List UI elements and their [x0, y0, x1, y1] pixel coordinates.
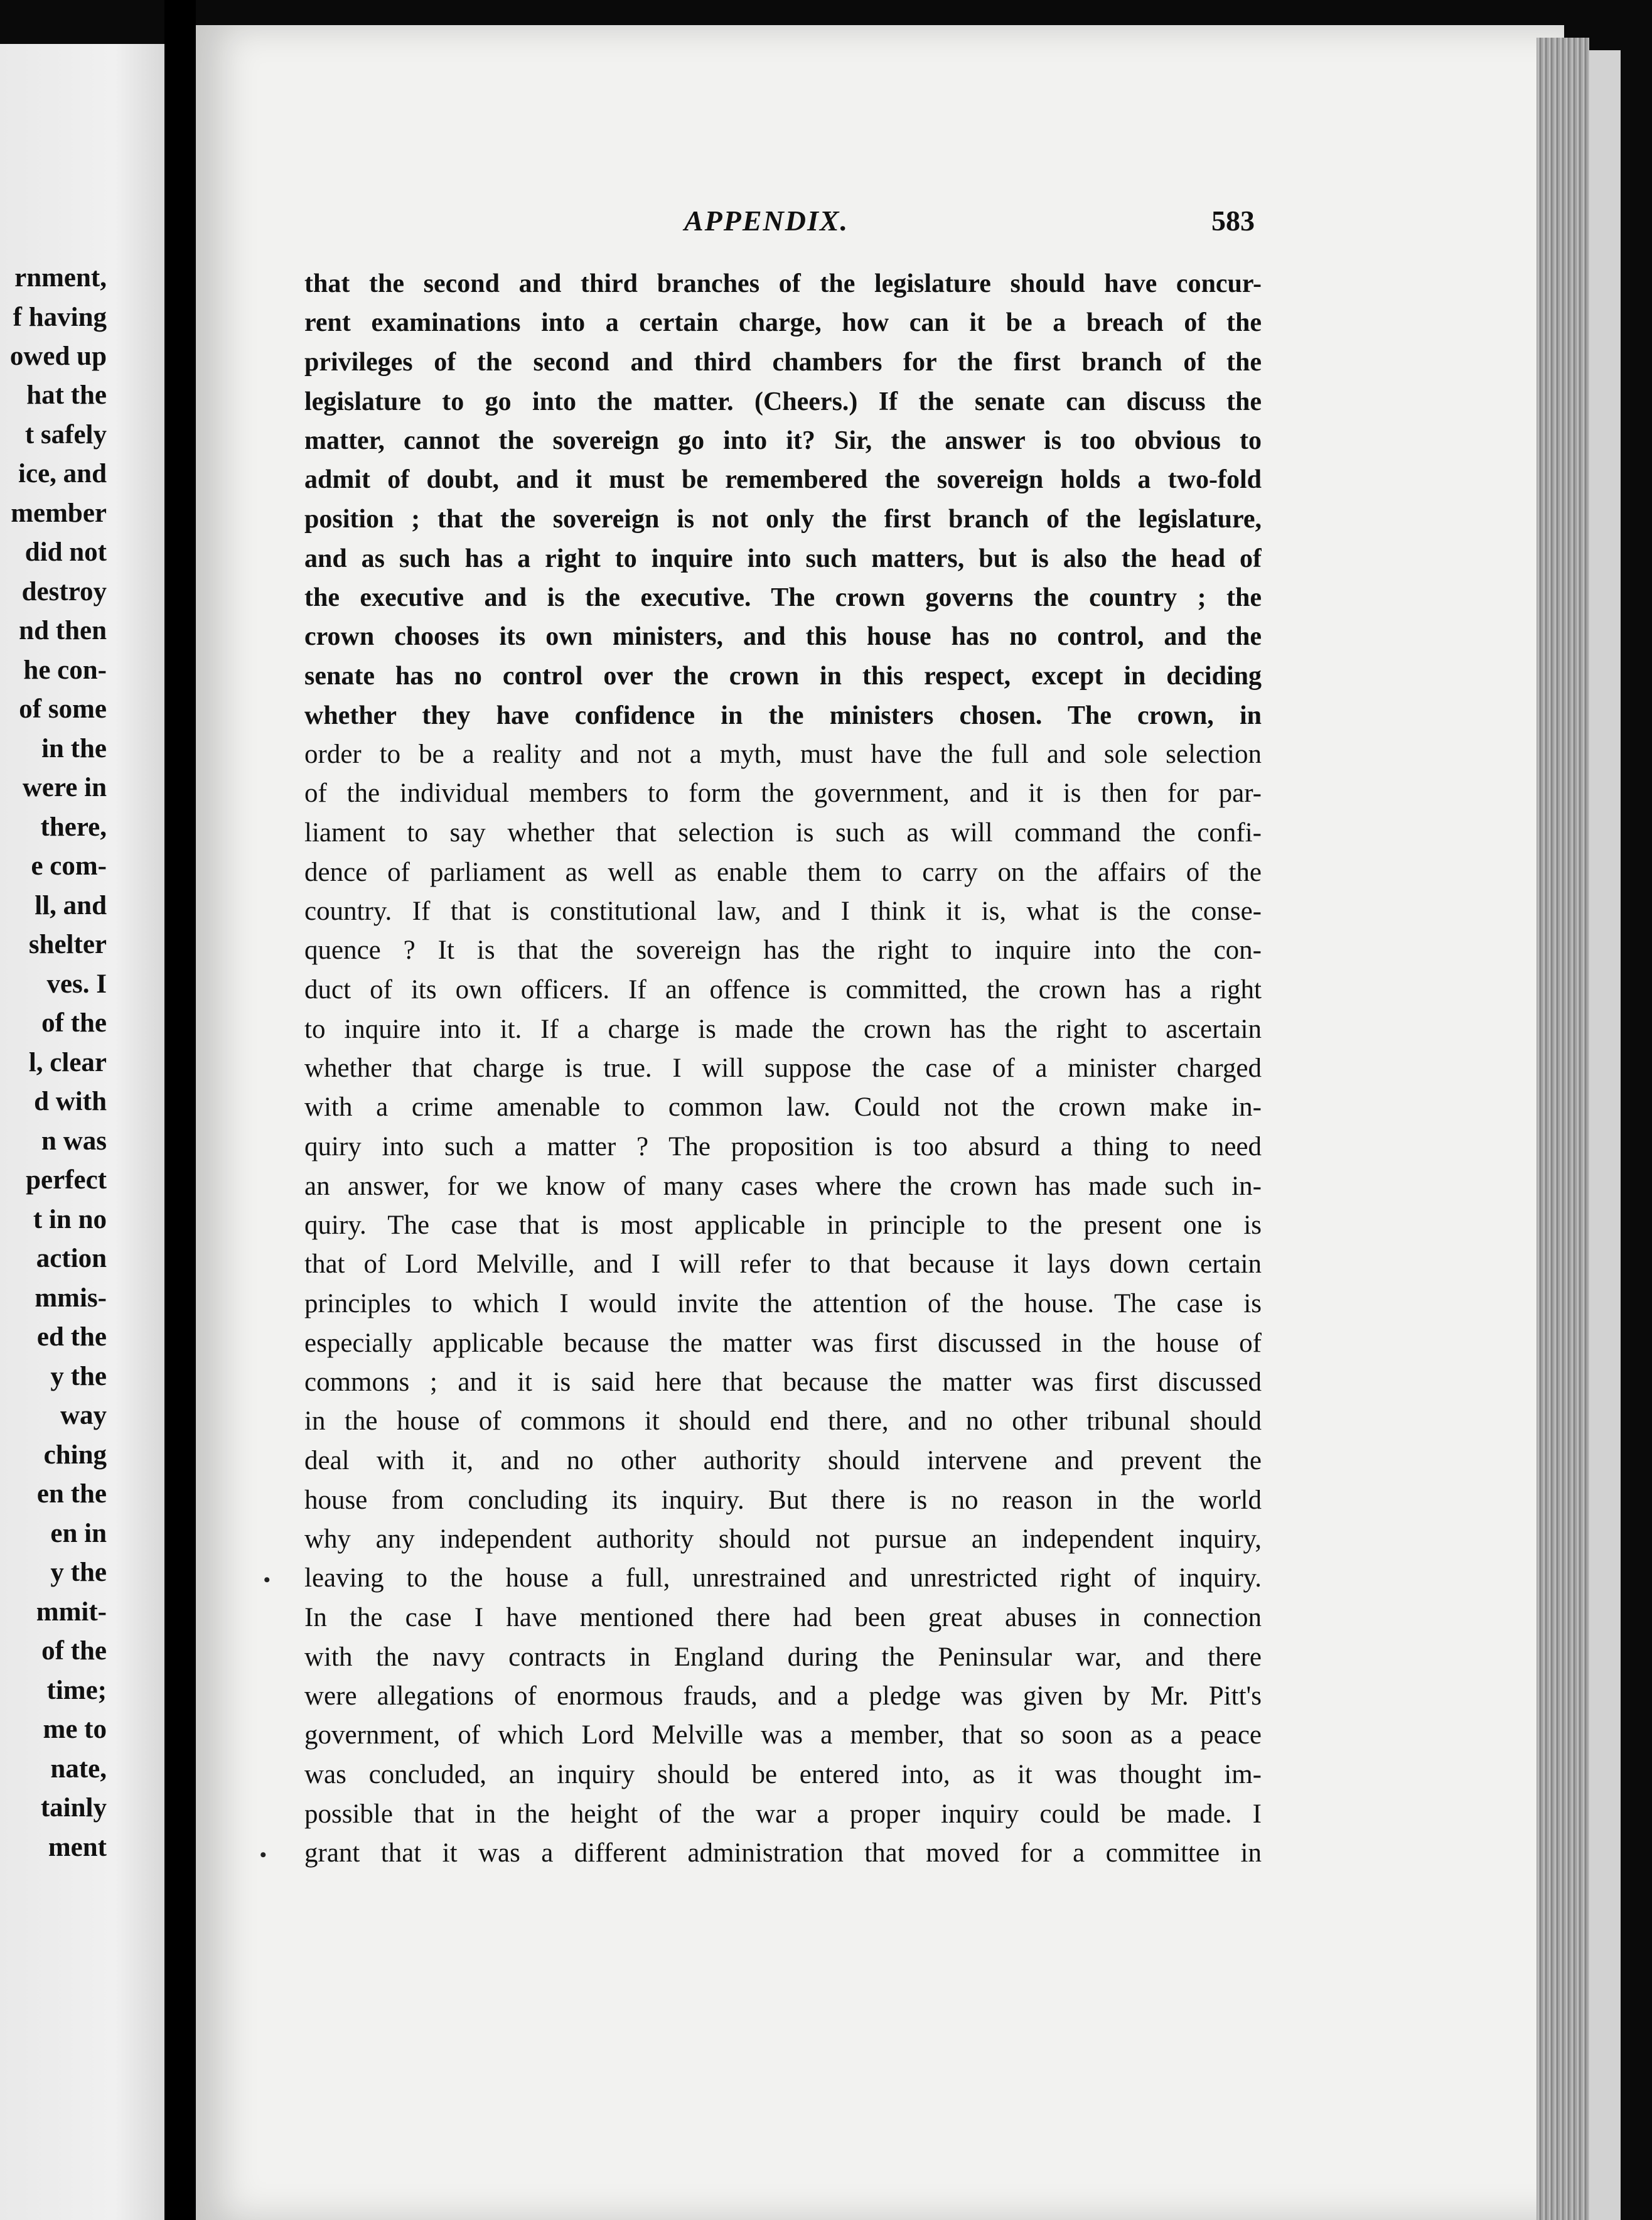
text-line: commons ; and it is said here that because the matter was first discussed — [304, 1367, 1262, 1397]
left-page-fragment: n was — [41, 1126, 107, 1156]
text-line: whether that charge is true. I will suppose the case of a minister charged — [304, 1053, 1262, 1083]
stacked-page-edges — [1537, 38, 1589, 2220]
text-line: why any independent authority should not pursue an independent inquiry, — [304, 1524, 1262, 1554]
margin-speck: • — [260, 1845, 267, 1865]
text-line: government, of which Lord Melville was a member, that so soon as a peace — [304, 1720, 1262, 1750]
left-page-fragment: destroy — [21, 577, 107, 606]
text-line: country. If that is constitutional law, and I think it is, what is the conse- — [304, 897, 1262, 926]
text-line: order to be a reality and not a myth, must have the full and sole selection — [304, 740, 1262, 769]
left-page-fragment: y the — [50, 1558, 107, 1587]
left-page-fragment: d with — [34, 1087, 107, 1116]
book-gutter — [164, 0, 196, 2220]
left-page-fragment: mmis- — [35, 1283, 107, 1313]
next-page-sliver — [1589, 50, 1621, 2220]
text-line: with a crime amenable to common law. Could not the crown make in- — [304, 1092, 1262, 1122]
text-line: leaving to the house a full, unrestrained and unrestricted right of inquiry. — [304, 1563, 1262, 1593]
running-head: APPENDIX. — [684, 205, 849, 237]
text-line: principles to which I would invite the attention of the house. The case is — [304, 1289, 1262, 1318]
left-page-fragment: way — [60, 1401, 107, 1430]
left-page-fragment: nd then — [19, 616, 107, 645]
left-page-fragment: f having — [13, 303, 107, 332]
left-page-fragment: of some — [19, 694, 107, 724]
text-line: that the second and third branches of the legislature should have concur- — [304, 269, 1262, 298]
text-line: admit of doubt, and it must be remembered the sovereign holds a two-fold — [304, 465, 1262, 494]
text-line: rent examinations into a certain charge, how can it be a breach of the — [304, 308, 1262, 337]
text-line: of the individual members to form the government, and it is then for par- — [304, 779, 1262, 808]
left-page-fragment: hat the — [26, 380, 107, 410]
left-page-fragment: tainly — [40, 1793, 107, 1823]
left-page-fragment: nate, — [50, 1754, 107, 1784]
left-page-fragment: rnment, — [14, 263, 107, 293]
text-line: senate has no control over the crown in this respect, except in deciding — [304, 662, 1262, 691]
text-line: In the case I have mentioned there had been great abuses in connection — [304, 1603, 1262, 1632]
text-line: in the house of commons it should end there, and no other tribunal should — [304, 1406, 1262, 1436]
text-line: especially applicable because the matter was first discussed in the house of — [304, 1328, 1262, 1358]
text-line: deal with it, and no other authority should intervene and prevent the — [304, 1446, 1262, 1475]
text-line: quiry into such a matter ? The proposition is too absurd a thing to need — [304, 1132, 1262, 1161]
text-line: liament to say whether that selection is such as will command the confi- — [304, 818, 1262, 848]
text-line: were allegations of enormous frauds, and a pledge was given by Mr. Pitt's — [304, 1681, 1262, 1711]
left-page-fragment: ice, and — [18, 459, 107, 488]
left-page-fragment: in the — [41, 734, 107, 763]
left-page-fragment: of the — [41, 1636, 107, 1666]
left-page-fragment: there, — [40, 812, 107, 842]
left-page-fragment: he con- — [23, 655, 107, 685]
text-line: matter, cannot the sovereign go into it? Sir, the answer is too obvious to — [304, 426, 1262, 455]
text-line: legislature to go into the matter. (Cheers.) If the senate can discuss the — [304, 387, 1262, 416]
previous-page-edge — [0, 44, 164, 2220]
left-page-fragment: ll, and — [35, 891, 107, 920]
left-page-fragment: t in no — [33, 1205, 107, 1234]
text-line: the executive and is the executive. The crown governs the country ; the — [304, 583, 1262, 612]
text-line: quence ? It is that the sovereign has the right to inquire into the con- — [304, 935, 1262, 965]
left-page-fragment: ed the — [36, 1322, 107, 1352]
left-page-fragment: ves. I — [46, 969, 107, 999]
left-page-fragment: me to — [43, 1715, 107, 1744]
left-page-fragment: l, clear — [28, 1048, 107, 1077]
left-page-fragment: action — [36, 1244, 107, 1273]
left-page-fragment: were in — [22, 773, 107, 802]
text-line: to inquire into it. If a charge is made the crown has the right to ascertain — [304, 1015, 1262, 1044]
left-page-fragment: t safely — [24, 420, 107, 450]
left-page-fragment: ching — [43, 1440, 107, 1470]
left-page-fragment: member — [11, 498, 107, 528]
left-page-fragment: time; — [46, 1676, 107, 1705]
text-line: that of Lord Melville, and I will refer to that because it lays down certain — [304, 1249, 1262, 1279]
page-number: 583 — [1211, 205, 1255, 237]
text-line: crown chooses its own ministers, and this house has no control, and the — [304, 622, 1262, 651]
left-page-fragment: owed up — [9, 342, 107, 371]
left-page-fragment: of the — [41, 1008, 107, 1038]
text-line: grant that it was a different administration that moved for a committee in — [304, 1838, 1262, 1868]
text-line: an answer, for we know of many cases where the crown has made such in- — [304, 1172, 1262, 1201]
left-page-fragment: en in — [50, 1519, 107, 1548]
text-line: house from concluding its inquiry. But there is no reason in the world — [304, 1485, 1262, 1515]
left-page-fragment: en the — [36, 1479, 107, 1509]
left-page-fragment: did not — [24, 537, 107, 567]
left-page-fragment: e com- — [31, 851, 107, 881]
text-line: possible that in the height of the war a proper inquiry could be made. I — [304, 1799, 1262, 1829]
text-line: duct of its own officers. If an offence is committed, the crown has a right — [304, 975, 1262, 1005]
left-page-fragment: perfect — [26, 1165, 107, 1195]
text-line: quiry. The case that is most applicable in principle to the present one is — [304, 1210, 1262, 1240]
left-page-fragment: y the — [50, 1362, 107, 1391]
text-line: with the navy contracts in England during the Peninsular war, and there — [304, 1642, 1262, 1672]
text-line: and as such has a right to inquire into such matters, but is also the head of — [304, 544, 1262, 573]
text-line: dence of parliament as well as enable them to carry on the affairs of the — [304, 858, 1262, 887]
text-line: position ; that the sovereign is not only the first branch of the legislature, — [304, 505, 1262, 534]
left-page-fragment: ment — [48, 1833, 107, 1862]
left-page-fragment: mmit- — [36, 1597, 107, 1627]
text-line: whether they have confidence in the ministers chosen. The crown, in — [304, 701, 1262, 730]
margin-speck: • — [264, 1570, 271, 1590]
text-line: privileges of the second and third chambers for the first branch of the — [304, 348, 1262, 377]
text-line: was concluded, an inquiry should be entered into, as it was thought im- — [304, 1760, 1262, 1789]
left-page-fragment: shelter — [28, 930, 107, 959]
